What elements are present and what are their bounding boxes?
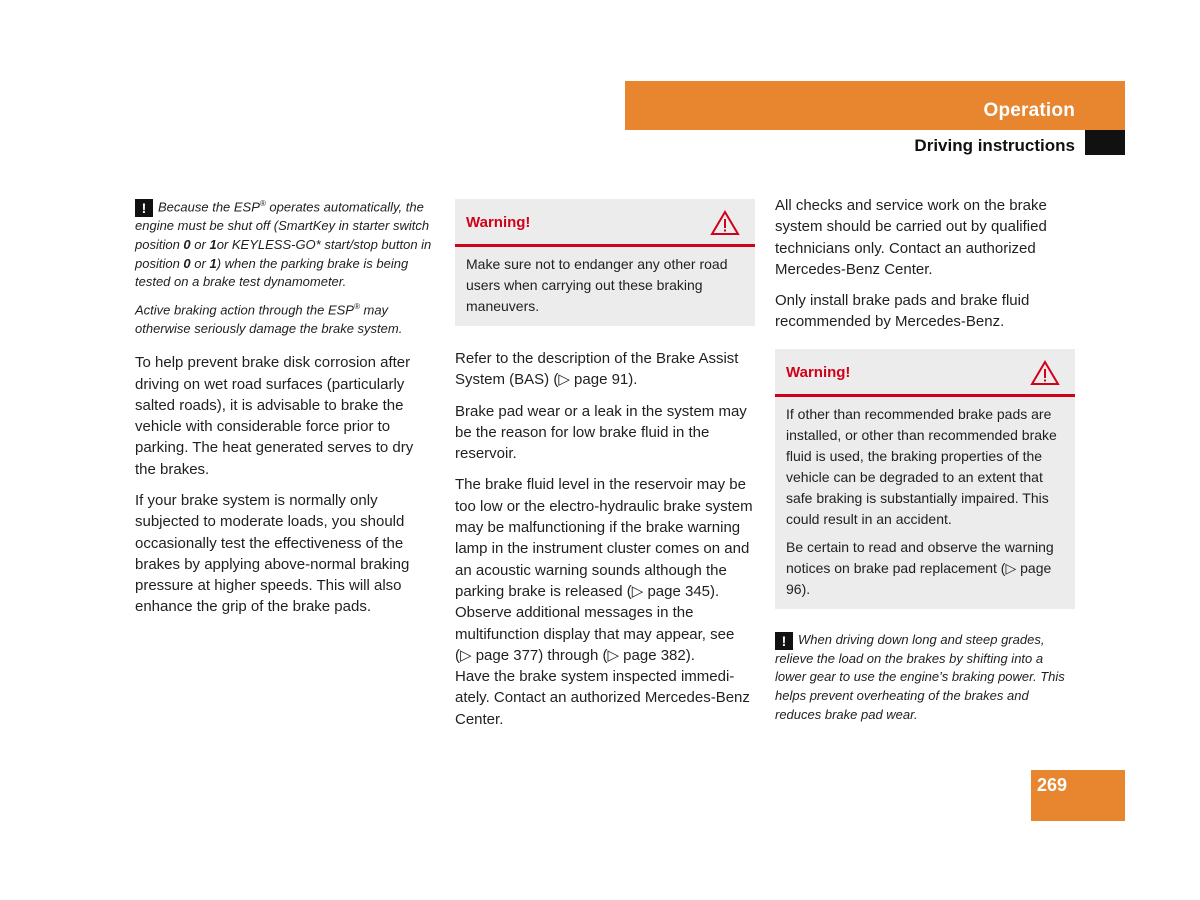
paragraph-recommended-parts: Only install brake pads and brake fluid recommended by Mercedes-Benz. bbox=[775, 292, 1030, 331]
page-number: 269 bbox=[1037, 775, 1068, 795]
warning-triangle-icon bbox=[710, 210, 740, 241]
exclamation-icon: ! bbox=[775, 632, 793, 650]
column-3 bbox=[775, 195, 1075, 730]
paragraph-pad-wear: Brake pad wear or a leak in the system may be the reason for low brake fluid in the reservoir. bbox=[455, 402, 747, 463]
warning-text-2: Be certain to read and observe the warning notices on brake pad replacement (▷ page 96). bbox=[786, 538, 1054, 597]
warning-text: Make sure not to endanger any other road users when carrying out these braking maneuvers. bbox=[466, 256, 728, 314]
paragraph-corrosion: To help prevent brake disk corrosion after driving on wet road surfaces (particularly salted roads), it is advisable to brake the vehicle with considerable force prior to parking. The heat generated serves to dry the brakes. bbox=[135, 354, 414, 478]
column-1 bbox=[135, 195, 435, 628]
caution-note-esp-damage: Active braking action through the ESP® may otherwise seriously damage the brake system. bbox=[135, 301, 403, 336]
exclamation-icon: ! bbox=[135, 199, 153, 217]
subsection-title: Driving instructions bbox=[914, 136, 1075, 155]
paragraph-messages: Observe additional messages in the multifunction display that may appear, see (▷ page 377) through (▷ page 382). bbox=[455, 604, 735, 664]
section-title: Operation bbox=[983, 100, 1075, 121]
paragraph-bas: Refer to the description of the Brake Assist System (BAS) (▷ page 91). bbox=[455, 350, 739, 389]
caution-note-esp: ! Because the ESP® operates automatically, the engine must be shut off (SmartKey in starter switch position 0 or 1or KEYLESS-GO* start/stop button in position 0 or 1) when the parking brake is being tested on a brake test dynamometer. bbox=[135, 199, 432, 290]
warning-triangle-icon bbox=[1030, 360, 1060, 391]
warning-header bbox=[455, 199, 755, 247]
warning-text-1: If other than recommended brake pads are installed, or other than recommended brake fluid is used, the braking properties of the vehicle can be degraded to an extent that safe braking is substantially impaired. This could result in an accident. bbox=[786, 405, 1057, 527]
paragraph-inspect: Have the brake system inspected immedi-ately. Contact an authorized Mercedes-Benz Center. bbox=[455, 668, 750, 728]
warning-header bbox=[775, 349, 1075, 397]
caution-note-grades: ! When driving down long and steep grades, relieve the load on the brakes by shifting into a lower gear to use the engine’s braking power. This helps prevent overheating of the brakes and reduces brake pad wear. bbox=[775, 631, 1065, 722]
paragraph-service: All checks and service work on the brake system should be carried out by qualified technicians only. Contact an authorized Mercedes-Benz Center. bbox=[775, 197, 1047, 278]
paragraph-fluid-level: The brake fluid level in the reservoir may be too low or the electro-hydraulic brake system may be malfunctioning if the brake warning lamp in the instrument cluster comes on and an acoustic warning sounds although the parking brake is released (▷ page 345). bbox=[455, 476, 753, 600]
warning-title: Warning! bbox=[786, 363, 851, 381]
column-2 bbox=[455, 199, 755, 740]
paragraph-test-brakes: If your brake system is normally only subjected to moderate loads, you should occasionally test the effectiveness of the brakes by applying above-normal braking pressure at higher speeds. This will also enhance the grip of the brake pads. bbox=[135, 492, 410, 616]
section-marker bbox=[1085, 130, 1125, 155]
warning-title: Warning! bbox=[466, 214, 531, 231]
warning-box bbox=[455, 199, 755, 326]
warning-box-brake-pads bbox=[775, 349, 1075, 609]
